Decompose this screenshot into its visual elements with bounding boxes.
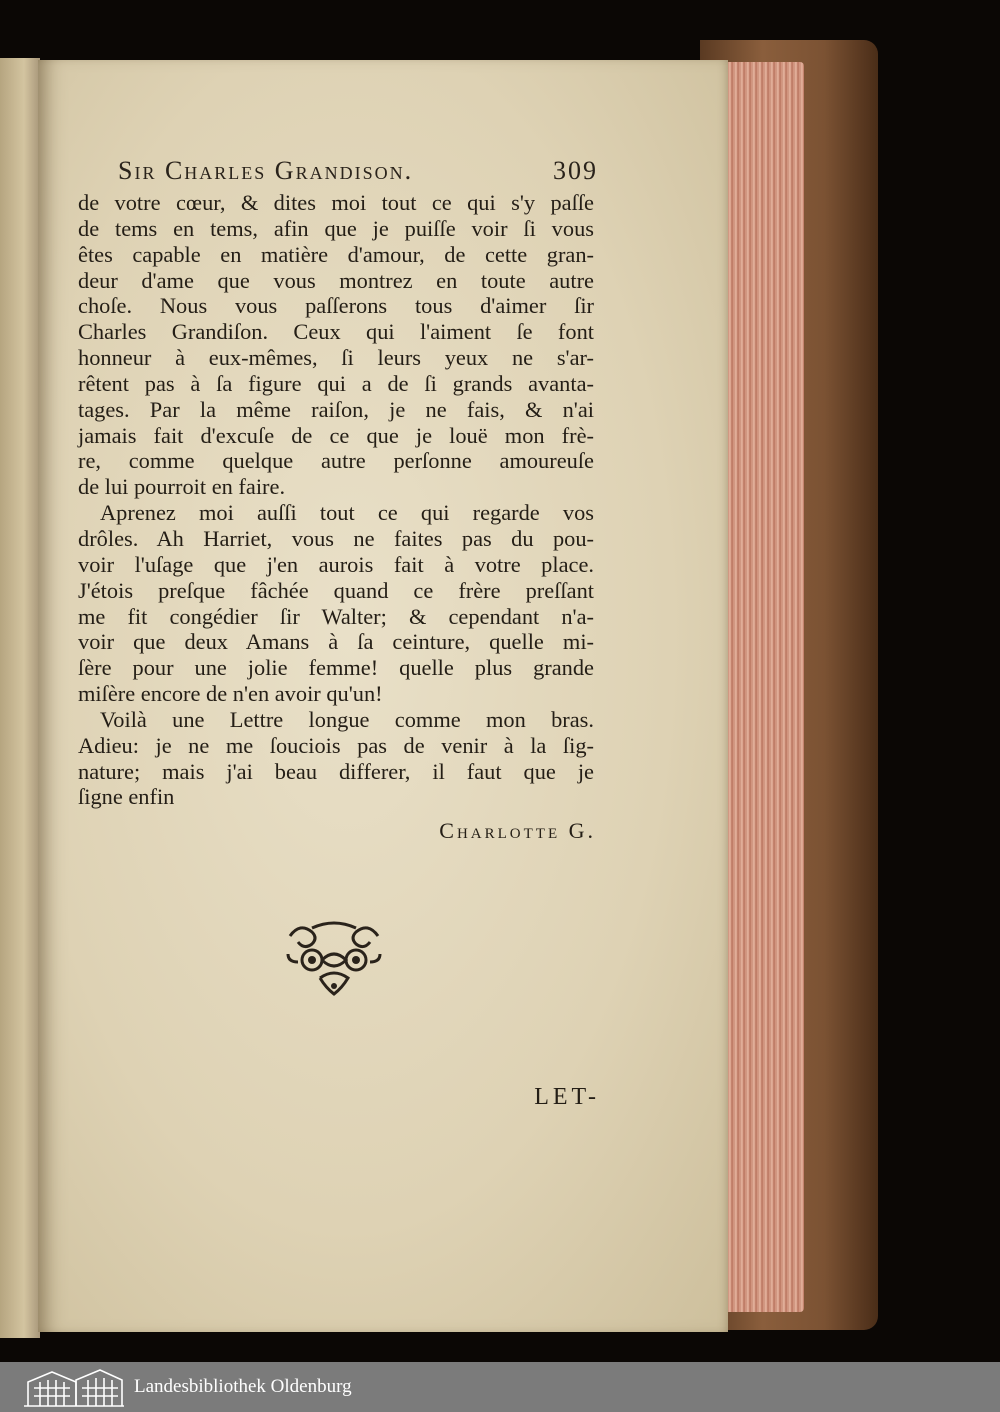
text-line: rêtent pas à ſa figure qui a de ſi grands avanta- — [78, 370, 594, 396]
page-number: 309 — [553, 156, 598, 185]
text-line: me fit congédier ſir Walter; & cependant n'a- — [78, 603, 594, 629]
running-title: Sir Charles Grandison. — [118, 156, 414, 185]
library-name: Landesbibliothek Oldenburg — [134, 1376, 352, 1397]
text-line: voir l'uſage que j'en aurois fait à votre place. — [78, 551, 594, 577]
text-line: de tems en tems, afin que je puiſſe voir ſi vous — [78, 215, 594, 241]
text-line: Aprenez moi auſſi tout ce qui regarde vos — [100, 500, 594, 526]
printer-ornament-icon — [282, 916, 386, 998]
text-line: deur d'ame que vous montrez en toute autre — [78, 267, 594, 293]
text-line: jamais fait d'excuſe de ce que je louë mon frè- — [78, 422, 594, 448]
library-building-icon — [22, 1366, 126, 1408]
text-line: tages. Par la même raiſon, je ne fais, & n'ai — [78, 396, 594, 422]
text-line: voir que deux Amans à ſa ceinture, quelle mi- — [78, 629, 594, 655]
text-line: ſigne enfin — [78, 784, 175, 810]
body-text — [78, 190, 594, 810]
text-line: choſe. Nous vous paſſerons tous d'aimer ſir — [78, 293, 594, 319]
text-line: J'étois preſque fâchée quand ce frère preſſant — [78, 577, 594, 603]
footer-bar — [0, 1362, 1000, 1412]
text-line: honneur à eux-mêmes, ſi leurs yeux ne s'ar- — [78, 345, 594, 371]
text-line: êtes capable en matière d'amour, de cette gran- — [78, 241, 594, 267]
text-line: Voilà une Lettre longue comme mon bras. — [100, 706, 594, 732]
running-header — [78, 150, 598, 190]
text-line: Charles Grandiſon. Ceux qui l'aiment ſe font — [78, 319, 594, 345]
signature: Charlotte G. — [439, 818, 596, 843]
text-line: ſère pour une jolie femme! quelle plus grande — [78, 655, 594, 681]
left-page-fragment — [0, 58, 40, 1338]
text-line: re, comme quelque autre perſonne amoureuſe — [78, 448, 594, 474]
catchword: LET- — [534, 1084, 600, 1110]
text-line: nature; mais j'ai beau differer, il faut que je — [78, 758, 594, 784]
page-edges — [722, 62, 804, 1312]
text-line: miſère encore de n'en avoir qu'un! — [78, 681, 383, 707]
text-line: Adieu: je ne me ſouciois pas de venir à la ſig- — [78, 732, 594, 758]
text-line: de lui pourroit en faire. — [78, 474, 286, 500]
text-line: drôles. Ah Harriet, vous ne faites pas du pou- — [78, 525, 594, 551]
text-line: de votre cœur, & dites moi tout ce qui s'y paſſe — [78, 190, 594, 215]
